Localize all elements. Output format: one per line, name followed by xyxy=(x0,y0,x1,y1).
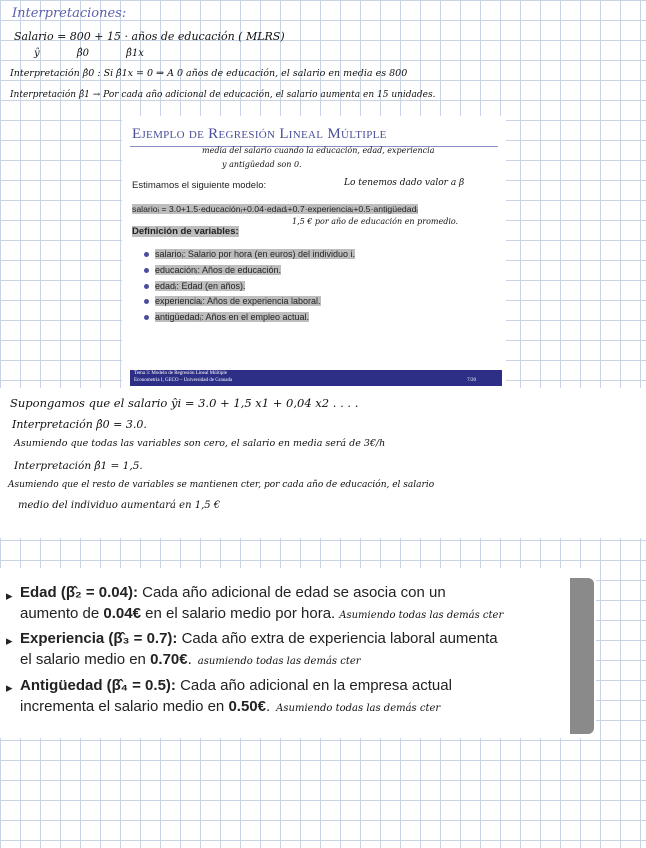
note-slide-4: 1,5 € por año de educación en promedio. xyxy=(292,217,459,226)
list-item-text: salarioᵢ: Salario por hora (en euros) del individuo i. xyxy=(155,249,356,259)
edad-term: Edad (β̂₂ = 0.04): xyxy=(20,584,138,601)
bullet-icon xyxy=(144,299,149,304)
bracket-mark xyxy=(570,578,594,734)
antiguedad-text-2a: incrementa el salario medio en xyxy=(20,698,229,715)
note-mid-2: Interpretación β̂0 = 3.0. xyxy=(12,418,147,431)
slide-intro: Estimamos el siguiente modelo: xyxy=(132,180,267,191)
edad-value: 0.04€ xyxy=(103,605,141,622)
experiencia-text-2a: el salario medio en xyxy=(20,651,151,668)
edad-line-1 xyxy=(20,584,446,601)
list-item xyxy=(144,312,309,322)
note-symbols-line: ŷ β̂0 β̂1x xyxy=(34,48,144,59)
notes-heading: Interpretaciones: xyxy=(12,6,127,21)
experiencia-text-2b: . xyxy=(187,651,192,668)
footer-university: Econometría I, GECO – Universidad de Granada xyxy=(134,378,233,383)
experiencia-term: Experiencia (β̂₃ = 0.7): xyxy=(20,630,178,647)
slide-footer xyxy=(130,370,502,386)
slide-title: Ejemplo de Regresión Lineal Múltiple xyxy=(132,126,387,142)
note-mid-4: Interpretación β̂1 = 1,5. xyxy=(14,460,143,472)
experiencia-note: asumiendo todas las demás cter xyxy=(197,656,361,667)
bullet-icon xyxy=(144,284,149,289)
experiencia-line-1 xyxy=(20,630,498,647)
edad-text-2b: en el salario medio por hora. xyxy=(140,605,336,622)
bullet-marker: ▸ xyxy=(6,680,13,695)
list-item xyxy=(144,265,281,275)
list-item xyxy=(144,249,355,259)
bullet-marker: ▸ xyxy=(6,633,13,648)
list-item-text: educaciónᵢ: Años de educación. xyxy=(155,265,282,275)
experiencia-text: Cada año extra de experiencia laboral aumenta xyxy=(177,630,498,647)
note-interpretation-b1: Interpretación β̂1 → Por cada año adicional de educación, el salario aumenta en 15 unidades. xyxy=(10,90,436,100)
edad-note: Asumiendo todas las demás cter xyxy=(339,610,504,621)
list-item xyxy=(144,296,321,306)
list-item-text: antigüedadᵢ: Años en el empleo actual. xyxy=(155,312,310,322)
antiguedad-text: Cada año adicional en la empresa actual xyxy=(175,677,452,694)
note-slide-1: media del salario cuando la educación, edad, experiencia xyxy=(202,146,435,155)
bullet-icon xyxy=(144,252,149,257)
antiguedad-line-2 xyxy=(20,698,440,715)
edad-line-2 xyxy=(20,605,503,622)
antiguedad-text-2b: . xyxy=(266,698,271,715)
antiguedad-term: Antigüedad (β̂₄ = 0.5): xyxy=(20,677,176,694)
bullet-icon xyxy=(144,268,149,273)
antiguedad-value: 0.50€ xyxy=(228,698,266,715)
antiguedad-note: Asumiendo todas las demás cter xyxy=(276,703,441,714)
experiencia-line-2 xyxy=(20,651,361,668)
list-item-text: edadᵢ: Edad (en años). xyxy=(155,281,246,291)
note-model-line: Salario = 800 + 15 · años de educación ( MLRS) xyxy=(14,30,285,43)
note-slide-3: Lo tenemos dado valor a β xyxy=(344,178,465,188)
footer-page-number: 7/20 xyxy=(467,378,476,383)
experiencia-value: 0.70€ xyxy=(150,651,188,668)
note-mid-6: medio del individuo aumentará en 1,5 € xyxy=(18,500,221,511)
antiguedad-line-1 xyxy=(20,677,452,694)
bullet-marker: ▸ xyxy=(6,588,13,603)
list-item xyxy=(144,281,245,291)
edad-text-2a: aumento de xyxy=(20,605,104,622)
note-interpretation-b0: Interpretación β̂0 : Si β̂1x = 0 ⇒ A 0 años de educación, el salario en media es 800 xyxy=(10,68,408,79)
model-equation: salarioᵢ = 3.0+1.5·educaciónᵢ+0.04·edadᵢ+0.7·experienciaᵢ+0.5·antigüedadᵢ xyxy=(132,204,418,214)
note-mid-5: Asumiendo que el resto de variables se mantienen cter, por cada año de educación, el salario xyxy=(8,480,435,490)
note-mid-3: Asumiendo que todas las variables son cero, el salario en media será de 3€/h xyxy=(14,438,386,449)
note-slide-2: y antigüedad son 0. xyxy=(222,160,302,169)
edad-text: Cada año adicional de edad se asocia con un xyxy=(137,584,446,601)
list-item-text: experienciaᵢ: Años de experiencia laboral. xyxy=(155,296,321,306)
footer-course: Tema 3: Modelo de Regresión Lineal Múltiple xyxy=(134,371,227,376)
definition-heading: Definición de variables: xyxy=(132,226,239,237)
slide-panel xyxy=(122,116,506,388)
note-mid-1: Supongamos que el salario ŷi = 3.0 + 1,5 x1 + 0,04 x2 . . . . xyxy=(10,396,359,410)
bullet-icon xyxy=(144,315,149,320)
